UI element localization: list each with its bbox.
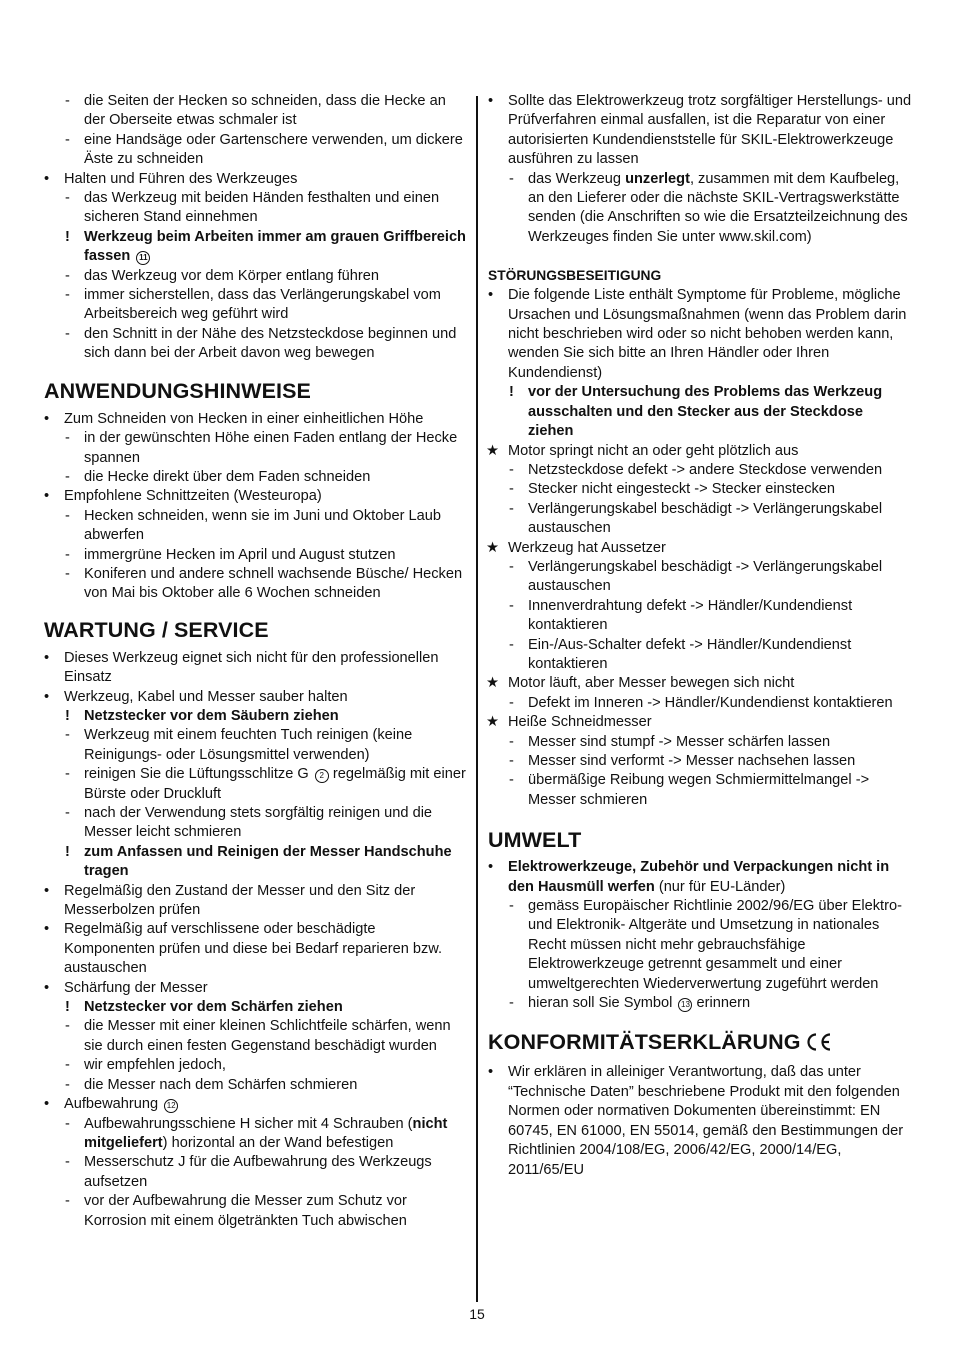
dash-marker: - bbox=[65, 805, 70, 821]
item-text-main: Aufbewahrungsschiene H sicher mit 4 Schrauben ( bbox=[84, 1115, 413, 1132]
dash-marker: - bbox=[65, 507, 70, 524]
item-text-main: Messer sind stumpf -> Messer schärfen lassen bbox=[528, 733, 831, 750]
list-item bbox=[44, 131, 468, 170]
dash-marker: - bbox=[509, 481, 514, 498]
item-text bbox=[84, 132, 463, 167]
item-text bbox=[64, 883, 415, 918]
list-item bbox=[488, 994, 912, 1013]
item-text-main: Messer sind verformt -> Messer nachsehen lassen bbox=[528, 753, 856, 769]
dash-marker: - bbox=[65, 1115, 70, 1132]
section-heading-stoerungsbeseitigung: STÖRUNGSBESEITIGUNG bbox=[488, 268, 662, 284]
item-text-main: zum Anfassen und Reinigen der Messer Handschuhe tragen bbox=[84, 843, 452, 880]
item-text-main: das Werkzeug mit beiden Händen festhalten und einen sicheren Stand einnehmen bbox=[84, 190, 440, 226]
bullet-marker: • bbox=[488, 859, 494, 876]
item-text bbox=[528, 995, 750, 1011]
stoerungsbeseitigung-list bbox=[488, 286, 912, 810]
item-text-main: die Messer mit einer kleinen Schlichtfeile schärfen, wenn sie durch einen festen Gegenstand beschädigt wurden bbox=[84, 1018, 451, 1054]
item-text-bold: nicht mitgeliefert bbox=[84, 1115, 448, 1151]
item-text-main: Die folgende Liste enthält Symptome für Probleme, mögliche Ursachen und Lösungsmaßnahmen (wenn das Problem darin nicht beschrieben wird oder so nicht behoben werden kann, wenden Sie sich bitte an Ihren Händler oder Ihren Kundendienst) bbox=[508, 287, 907, 381]
item-text bbox=[64, 1096, 178, 1112]
list-item bbox=[488, 771, 912, 810]
bullet-marker: • bbox=[44, 979, 50, 996]
dash-marker: - bbox=[65, 766, 70, 783]
bullet-marker: • bbox=[44, 170, 50, 187]
list-item bbox=[44, 92, 468, 131]
item-text bbox=[508, 287, 906, 381]
bullet-marker: • bbox=[44, 649, 50, 666]
item-text-main: Koniferen und andere schnell wachsende Büsche/ Hecken von Mai bis Oktober alle 6 Wochen schneiden bbox=[84, 565, 463, 602]
page-number: 15 bbox=[469, 1306, 485, 1322]
list-item bbox=[488, 558, 912, 597]
item-text-after: erinnern bbox=[696, 995, 751, 1012]
item-text-main: Netzstecker vor dem Schärfen ziehen bbox=[84, 999, 343, 1016]
dash-marker: - bbox=[509, 500, 514, 517]
dash-marker: - bbox=[509, 733, 514, 750]
item-text bbox=[84, 566, 462, 601]
item-text-main: Regelmäßig den Zustand der Messer und den Sitz der Messerbolzen prüfen bbox=[64, 882, 416, 919]
list-item bbox=[44, 649, 468, 688]
item-text bbox=[84, 287, 441, 322]
item-text bbox=[508, 714, 652, 730]
item-text-main: das Werkzeug bbox=[528, 170, 626, 187]
list-item bbox=[488, 480, 912, 499]
list-item bbox=[44, 429, 468, 468]
item-text bbox=[528, 772, 869, 807]
dash-marker: - bbox=[65, 93, 70, 109]
dash-marker: - bbox=[65, 1076, 70, 1093]
item-text bbox=[84, 190, 439, 225]
list-item bbox=[488, 733, 912, 752]
dash-marker: - bbox=[65, 1057, 70, 1074]
list-item bbox=[488, 752, 912, 771]
item-text-main: Werkzeug beim Arbeiten immer am grauen Griffbereich fassen bbox=[84, 228, 466, 265]
item-text-main: nach der Verwendung stets sorgfältig reinigen und die Messer leicht schmieren bbox=[84, 805, 433, 841]
list-item bbox=[44, 920, 468, 978]
item-text-main: Netzsteckdose defekt -> andere Steckdose verwenden bbox=[528, 461, 883, 478]
item-text-main: gemäss Europäischer Richtlinie 2002/96/EG über Elektro- und Elektronik- Altgeräte und Umsetzung in nationales Recht müssen nicht mehr gebrauchsfähige Elektrowerkzeuge getrennt gesammelt und einer umweltgerechten Wiederverwertung zugeführt werden bbox=[528, 898, 902, 992]
section-heading-wartung-service: WARTUNG / SERVICE bbox=[44, 617, 269, 642]
item-text bbox=[528, 898, 902, 992]
list-item bbox=[44, 688, 468, 707]
item-text bbox=[528, 695, 893, 711]
item-text bbox=[84, 844, 452, 879]
item-text-main: Regelmäßig auf verschlissene oder beschädigte Komponenten prüfen und diese bei Bedarf reparieren bzw. austauschen bbox=[64, 921, 443, 977]
item-text-after: ) horizontal an der Wand befestigen bbox=[162, 1134, 394, 1151]
item-text-after: , zusammen mit dem Kaufbeleg, an den Lieferer oder die nächste SKIL-Vertragswerkstätte senden (die Anschriften so wie die Ersatzteilzeichnung des Werkzeuges finden Sie unter www.skil.com) bbox=[528, 170, 908, 245]
list-item bbox=[488, 897, 912, 994]
figure-ref-12-icon: 12 bbox=[164, 1099, 178, 1113]
item-text-main: Messerschutz J für die Aufbewahrung des Werkzeugs aufsetzen bbox=[84, 1154, 432, 1190]
list-item bbox=[44, 267, 468, 286]
item-text bbox=[508, 443, 798, 459]
list-item bbox=[44, 546, 468, 565]
list-item bbox=[44, 468, 468, 487]
star-marker: ★ bbox=[486, 442, 500, 459]
item-text bbox=[84, 1018, 451, 1053]
bullet-marker: • bbox=[44, 882, 50, 899]
list-item bbox=[488, 1063, 912, 1179]
item-text bbox=[508, 93, 911, 167]
list-item bbox=[44, 1017, 468, 1056]
item-text-main: Motor springt nicht an oder geht plötzlich aus bbox=[508, 442, 799, 459]
dash-marker: - bbox=[65, 1154, 70, 1171]
item-text bbox=[508, 675, 794, 691]
item-text-main: die Seiten der Hecken so schneiden, dass die Hecke an der Oberseite etwas schmaler ist bbox=[84, 93, 446, 129]
item-text bbox=[528, 734, 830, 750]
item-text bbox=[84, 430, 457, 465]
item-text-main: Verlängerungskabel beschädigt -> Verlängerungskabel austauschen bbox=[528, 500, 883, 537]
anwendungshinweise-list bbox=[44, 410, 468, 604]
item-text-main: Werkzeug hat Aussetzer bbox=[508, 539, 666, 556]
item-text bbox=[84, 727, 412, 762]
item-text bbox=[528, 462, 882, 478]
item-text-main: Halten und Führen des Werkzeuges bbox=[64, 170, 298, 187]
bullet-marker: • bbox=[44, 1096, 50, 1113]
list-item bbox=[488, 674, 912, 693]
warn-marker: ! bbox=[65, 228, 70, 245]
item-text bbox=[64, 650, 439, 685]
item-text-main: den Schnitt in der Nähe des Netzsteckdose beginnen und sich dann bei der Arbeit davon weg bewegen bbox=[84, 325, 457, 362]
list-item bbox=[44, 1115, 468, 1154]
item-text-main: Dieses Werkzeug eignet sich nicht für den professionellen Einsatz bbox=[64, 649, 439, 686]
item-text-after: regelmäßig mit einer Bürste oder Druckluft bbox=[84, 766, 466, 802]
section-heading-umwelt: UMWELT bbox=[488, 828, 582, 853]
list-item bbox=[488, 858, 912, 897]
item-text bbox=[84, 229, 466, 264]
list-item bbox=[44, 170, 468, 189]
list-item bbox=[44, 410, 468, 429]
list-item bbox=[488, 92, 912, 170]
list-item bbox=[488, 713, 912, 732]
list-item bbox=[488, 694, 912, 713]
star-marker: ★ bbox=[486, 675, 500, 692]
star-marker: ★ bbox=[486, 539, 500, 556]
item-text bbox=[84, 805, 432, 840]
item-text-main: Werkzeug mit einem feuchten Tuch reinigen (keine Reinigungs- oder Lösungsmittel verwenden) bbox=[84, 727, 413, 763]
item-text-main: übermäßige Reibung wegen Schmiermittelmangel -> Messer schmieren bbox=[528, 772, 870, 808]
intro-list-left bbox=[44, 92, 468, 364]
item-text bbox=[84, 93, 446, 128]
column-divider bbox=[476, 96, 478, 1302]
item-text-main: die Messer nach dem Schärfen schmieren bbox=[84, 1076, 358, 1093]
list-item bbox=[44, 1056, 468, 1075]
dash-marker: - bbox=[509, 753, 514, 769]
item-text bbox=[84, 1077, 357, 1093]
intro-list-right bbox=[488, 92, 912, 247]
dash-marker: - bbox=[509, 597, 514, 614]
item-text bbox=[84, 766, 466, 801]
dash-marker: - bbox=[65, 468, 70, 485]
item-text bbox=[64, 689, 348, 705]
dash-marker: - bbox=[509, 558, 514, 575]
item-text bbox=[528, 171, 908, 245]
list-item bbox=[44, 507, 468, 546]
list-item bbox=[44, 979, 468, 998]
item-text-main: Sollte das Elektrowerkzeug trotz sorgfältiger Herstellungs- und Prüfverfahren einmal ausfallen, ist die Reparatur von einer autorisierten Kundendienststelle für SKIL-Elektrowerkzeuge ausführen zu lassen bbox=[508, 93, 912, 168]
dash-marker: - bbox=[65, 565, 70, 582]
item-text bbox=[84, 1193, 407, 1228]
item-text-bold: unzerlegt bbox=[625, 170, 690, 187]
list-item bbox=[488, 636, 912, 675]
item-text-main: Defekt im Inneren -> Händler/Kundendienst kontaktieren bbox=[528, 694, 893, 711]
konformitaet-list bbox=[488, 1063, 912, 1179]
left-column bbox=[44, 92, 468, 1231]
item-text-main: Empfohlene Schnittzeiten (Westeuropa) bbox=[64, 488, 322, 505]
figure-ref-11-icon: 11 bbox=[136, 251, 150, 265]
wartung-service-list bbox=[44, 649, 468, 1231]
item-text-main: Hecken schneiden, wenn sie im Juni und Oktober Laub abwerfen bbox=[84, 507, 441, 544]
item-text-main: Ein-/Aus-Schalter defekt -> Händler/Kundendienst kontaktieren bbox=[528, 636, 852, 672]
item-text-main: hieran soll Sie Symbol bbox=[528, 995, 673, 1012]
item-text-main: Innenverdrahtung defekt -> Händler/Kundendienst kontaktieren bbox=[528, 597, 853, 634]
item-text-main: wir empfehlen jedoch, bbox=[84, 1057, 226, 1074]
item-text bbox=[84, 547, 396, 563]
list-item bbox=[488, 442, 912, 461]
item-text bbox=[508, 1064, 903, 1177]
item-text-main: immergrüne Hecken im April und August stutzen bbox=[84, 546, 396, 563]
dash-marker: - bbox=[509, 636, 514, 653]
list-item bbox=[488, 597, 912, 636]
item-text bbox=[528, 384, 882, 439]
dash-marker: - bbox=[509, 694, 514, 711]
list-item bbox=[488, 500, 912, 539]
dash-marker: - bbox=[509, 461, 514, 478]
section-heading-konformitaetserklaerung bbox=[488, 1029, 912, 1058]
item-text bbox=[64, 411, 423, 427]
dash-marker: - bbox=[65, 287, 70, 304]
item-text-main: Stecker nicht eingesteckt -> Stecker einstecken bbox=[528, 481, 836, 498]
figure-ref-2-icon: 2 bbox=[315, 769, 329, 783]
item-text-main: Werkzeug, Kabel und Messer sauber halten bbox=[64, 688, 348, 705]
bullet-marker: • bbox=[488, 93, 494, 109]
dash-marker: - bbox=[65, 325, 70, 342]
dash-marker: - bbox=[65, 1193, 70, 1210]
list-item bbox=[44, 325, 468, 364]
warn-marker: ! bbox=[65, 999, 70, 1016]
item-text bbox=[528, 637, 851, 672]
list-item bbox=[488, 286, 912, 383]
item-text-main: eine Handsäge oder Gartenschere verwenden, um dickere Äste zu schneiden bbox=[84, 131, 463, 168]
item-text-main: das Werkzeug vor dem Körper entlang führen bbox=[84, 267, 380, 284]
item-text bbox=[84, 708, 339, 724]
warn-marker: ! bbox=[65, 843, 70, 860]
right-column bbox=[488, 92, 912, 1180]
item-text bbox=[84, 469, 370, 485]
list-item bbox=[44, 726, 468, 765]
item-text-main: die Hecke direkt über dem Faden schneiden bbox=[84, 468, 371, 485]
list-item bbox=[44, 189, 468, 228]
dash-marker: - bbox=[65, 131, 70, 148]
item-text bbox=[84, 1116, 447, 1151]
item-text bbox=[508, 540, 666, 556]
item-text bbox=[84, 508, 441, 543]
item-text bbox=[84, 326, 456, 361]
item-text-main: Zum Schneiden von Hecken in einer einheitlichen Höhe bbox=[64, 410, 424, 427]
list-item bbox=[44, 286, 468, 325]
dash-marker: - bbox=[509, 898, 514, 915]
item-text bbox=[528, 481, 835, 497]
list-item bbox=[488, 170, 912, 248]
item-text bbox=[528, 753, 855, 769]
item-text bbox=[84, 999, 343, 1015]
list-item bbox=[44, 1095, 468, 1114]
item-text-main: vor der Untersuchung des Problems das Werkzeug ausschalten und den Stecker aus der Steckdose ziehen bbox=[528, 384, 883, 440]
item-text-main: reinigen Sie die Lüftungsschlitze G bbox=[84, 766, 309, 783]
umwelt-list bbox=[488, 858, 912, 1013]
item-text-main: Wir erklären in alleiniger Verantwortung, daß das unter “Technische Daten” beschriebene Produkt mit den folgenden Normen oder normativen Dokumenten übereinstimmt: EN 60745, EN 61000, EN 55014, gemäß den Bestimmungen der Richtlinien 2004/108/EG, 2006/42/EG, 2000/14/EG, 2011/65/EU bbox=[508, 1064, 904, 1178]
dash-marker: - bbox=[509, 772, 514, 789]
dash-marker: - bbox=[65, 190, 70, 207]
item-text bbox=[64, 980, 208, 996]
item-text-main: vor der Aufbewahrung die Messer zum Schutz vor Korrosion mit einem ölgetränkten Tuch abwischen bbox=[84, 1193, 407, 1229]
warn-marker: ! bbox=[509, 384, 514, 401]
item-text bbox=[84, 1057, 226, 1073]
item-text-main: in der gewünschten Höhe einen Faden entlang der Hecke spannen bbox=[84, 430, 458, 466]
item-text bbox=[84, 1154, 432, 1189]
bullet-marker: • bbox=[488, 287, 494, 304]
list-item bbox=[44, 228, 468, 267]
list-item bbox=[44, 1076, 468, 1095]
item-text-main: Netzstecker vor dem Säubern ziehen bbox=[84, 707, 339, 724]
bullet-marker: • bbox=[488, 1064, 494, 1081]
list-item bbox=[44, 707, 468, 726]
figure-ref-13-icon: 13 bbox=[678, 998, 692, 1012]
dash-marker: - bbox=[509, 170, 514, 187]
list-item bbox=[488, 383, 912, 441]
bullet-marker: • bbox=[44, 688, 50, 705]
item-text bbox=[508, 859, 889, 894]
item-text-main: Aufbewahrung bbox=[64, 1096, 159, 1113]
list-item bbox=[44, 1153, 468, 1192]
item-text bbox=[64, 171, 297, 187]
item-text-main: Schärfung der Messer bbox=[64, 979, 208, 996]
dash-marker: - bbox=[65, 1018, 70, 1035]
item-text bbox=[64, 488, 322, 504]
list-item bbox=[44, 843, 468, 882]
bullet-marker: • bbox=[44, 410, 50, 427]
section-heading-anwendungshinweise: ANWENDUNGSHINWEISE bbox=[44, 378, 311, 403]
item-text bbox=[64, 921, 442, 976]
list-item bbox=[44, 882, 468, 921]
ce-mark-icon bbox=[805, 1032, 833, 1058]
list-item bbox=[44, 487, 468, 506]
dash-marker: - bbox=[65, 267, 70, 284]
bullet-marker: • bbox=[44, 921, 50, 938]
item-text-main: Motor läuft, aber Messer bewegen sich nicht bbox=[508, 675, 795, 692]
item-text bbox=[528, 501, 882, 536]
item-text-bold: Elektrowerkzeuge, Zubehör und Verpackungen nicht in den Hausmüll werfen bbox=[508, 859, 890, 895]
dash-marker: - bbox=[509, 995, 514, 1012]
list-item bbox=[44, 1192, 468, 1231]
list-item bbox=[488, 461, 912, 480]
item-text-after: (nur für EU-Länder) bbox=[654, 878, 786, 895]
item-text bbox=[528, 598, 852, 633]
list-item bbox=[44, 804, 468, 843]
warn-marker: ! bbox=[65, 707, 70, 724]
list-item bbox=[44, 565, 468, 604]
dash-marker: - bbox=[65, 727, 70, 744]
dash-marker: - bbox=[65, 546, 70, 563]
item-text bbox=[528, 559, 882, 594]
item-text bbox=[84, 268, 379, 284]
list-item bbox=[44, 765, 468, 804]
bullet-marker: • bbox=[44, 488, 50, 505]
item-text-main: Verlängerungskabel beschädigt -> Verlängerungskabel austauschen bbox=[528, 558, 883, 595]
konformitaet-title: KONFORMITÄTSERKLÄRUNG bbox=[488, 1030, 801, 1055]
item-text-main: Heiße Schneidmesser bbox=[508, 714, 652, 731]
star-marker: ★ bbox=[486, 714, 500, 731]
list-item bbox=[488, 539, 912, 558]
list-item bbox=[44, 998, 468, 1017]
dash-marker: - bbox=[65, 430, 70, 447]
item-text-main: immer sicherstellen, dass das Verlängerungskabel vom Arbeitsbereich weg geführt wird bbox=[84, 287, 441, 323]
